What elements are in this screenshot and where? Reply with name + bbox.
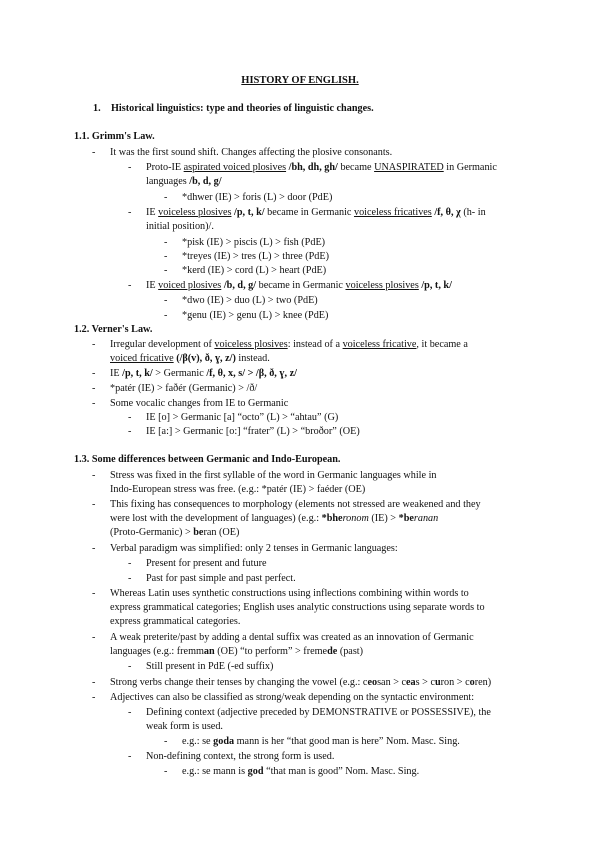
example-item: *dhwer (IE) > foris (L) > door (PdE)	[182, 192, 333, 203]
document-title: HISTORY OF ENGLISH.	[241, 75, 359, 86]
list-item-continuation: languages (e.g.: fremman (OE) “to perform” > fremede (past)	[110, 646, 364, 657]
section-heading: Historical linguistics: type and theories of linguistic changes.	[111, 103, 374, 114]
bullet-dash: -	[128, 162, 132, 173]
sub-list-item: Past for past simple and past perfect.	[146, 573, 296, 584]
bullet-dash: -	[92, 339, 96, 350]
list-item: Verbal paradigm was simplified: only 2 tenses in Germanic languages:	[110, 543, 398, 554]
bullet-dash: -	[128, 558, 132, 569]
list-item: *patér (IE) > faðér (Germanic) > /ð/	[110, 383, 258, 394]
sub-list-item: Present for present and future	[146, 558, 267, 569]
bullet-dash: -	[128, 707, 132, 718]
bullet-dash: -	[128, 573, 132, 584]
list-item-continuation: Indo-European stress was free. (e.g.: *patér (IE) > faéder (OE)	[110, 484, 366, 495]
list-item-continuation: express grammatical categories; English uses analytic constructions using separate words to	[110, 602, 485, 613]
subsection-heading-differences: 1.3. Some differences between Germanic and Indo-European.	[74, 454, 341, 465]
section-number: 1.	[93, 103, 101, 114]
list-item: IE voiceless plosives /p, t, k/ became in Germanic voiceless fricatives /f, θ, χ (h- in	[146, 207, 486, 218]
bullet-dash: -	[92, 398, 96, 409]
bullet-dash: -	[164, 237, 168, 248]
list-item: This fixing has consequences to morphology (elements not stressed are weakened and they	[110, 499, 481, 510]
bullet-dash: -	[92, 677, 96, 688]
example-item: IE [o] > Germanic [a] “octo” (L) > “ahtau” (G)	[146, 412, 339, 423]
bullet-dash: -	[128, 751, 132, 762]
example-item: *dwo (IE) > duo (L) > two (PdE)	[182, 295, 318, 306]
bullet-dash: -	[92, 588, 96, 599]
bullet-dash: -	[164, 295, 168, 306]
list-item-continuation: express grammatical categories.	[110, 616, 241, 627]
subsection-heading-verner: 1.2. Verner's Law.	[74, 324, 153, 335]
list-item: Some vocalic changes from IE to Germanic	[110, 398, 289, 409]
list-item-continuation: voiced fricative (/β(v), ð, ɣ, z/) instead.	[110, 353, 270, 364]
example-item: IE [a:] > Germanic [o:] “frater” (L) > “broðor” (OE)	[146, 426, 360, 437]
bullet-dash: -	[92, 692, 96, 703]
bullet-dash: -	[92, 470, 96, 481]
bullet-dash: -	[92, 383, 96, 394]
bullet-dash: -	[164, 766, 168, 777]
list-item-continuation: were lost with the development of languages) (e.g.: *bheronom (IE) > *beranan	[110, 513, 439, 524]
list-item: Strong verbs change their tenses by changing the vowel (e.g.: ceosan > ceas > curon > coren)	[110, 677, 492, 688]
bullet-dash: -	[164, 251, 168, 262]
bullet-dash: -	[92, 499, 96, 510]
example-item: *pisk (IE) > piscis (L) > fish (PdE)	[182, 237, 326, 248]
sub-list-item: Non-defining context, the strong form is used.	[146, 751, 335, 762]
sub-list-item: Still present in PdE (-ed suffix)	[146, 661, 274, 672]
bullet-dash: -	[128, 426, 132, 437]
list-item: IE voiced plosives /b, d, g/ became in Germanic voiceless plosives /p, t, k/	[146, 280, 452, 291]
list-item: IE /p, t, k/ > Germanic /f, θ, x, s/ > /β, ð, ɣ, z/	[110, 368, 297, 379]
bullet-dash: -	[92, 147, 96, 158]
example-item: e.g.: se goda mann is her “that good man is here” Nom. Masc. Sing.	[182, 736, 460, 747]
bullet-dash: -	[164, 736, 168, 747]
bullet-dash: -	[92, 543, 96, 554]
bullet-dash: -	[164, 310, 168, 321]
subsection-heading-grimm: 1.1. Grimm's Law.	[74, 131, 155, 142]
bullet-dash: -	[128, 280, 132, 291]
list-item-continuation: languages /b, d, g/	[146, 176, 222, 187]
sub-list-item-continuation: weak form is used.	[146, 721, 223, 732]
example-item: *treyes (IE) > tres (L) > three (PdE)	[182, 251, 329, 262]
list-item: It was the first sound shift. Changes affecting the plosive consonants.	[110, 147, 393, 158]
list-item: Stress was fixed in the first syllable of the word in Germanic languages while in	[110, 470, 437, 481]
list-item: A weak preterite/past by adding a dental suffix was created as an innovation of Germanic	[110, 632, 474, 643]
list-item: Whereas Latin uses synthetic constructions using inflections combining within words to	[110, 588, 469, 599]
bullet-dash: -	[128, 661, 132, 672]
example-item: *kerd (IE) > cord (L) > heart (PdE)	[182, 265, 327, 276]
bullet-dash: -	[164, 265, 168, 276]
list-item: Irregular development of voiceless plosives: instead of a voiceless fricative, it became a	[110, 339, 468, 350]
bullet-dash: -	[164, 192, 168, 203]
bullet-dash: -	[128, 207, 132, 218]
bullet-dash: -	[128, 412, 132, 423]
list-item-continuation: (Proto-Germanic) > beran (OE)	[110, 527, 240, 538]
example-item: e.g.: se mann is god “that man is good” Nom. Masc. Sing.	[182, 766, 420, 777]
list-item-continuation: initial position)/.	[146, 221, 214, 232]
example-item: *genu (IE) > genu (L) > knee (PdE)	[182, 310, 329, 321]
list-item: Adjectives can also be classified as strong/weak depending on the syntactic environment:	[110, 692, 475, 703]
bullet-dash: -	[92, 368, 96, 379]
list-item: Proto-IE aspirated voiced plosives /bh, dh, gh/ became UNASPIRATED in Germanic	[146, 162, 497, 173]
bullet-dash: -	[92, 632, 96, 643]
sub-list-item: Defining context (adjective preceded by DEMONSTRATIVE or POSSESSIVE), the	[146, 707, 491, 718]
